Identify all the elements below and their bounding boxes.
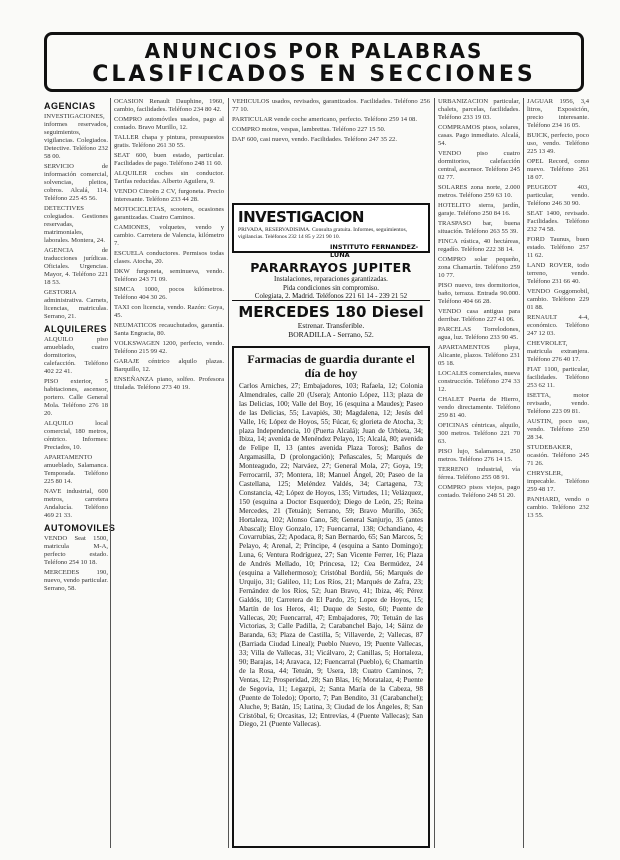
classified-ad: PEUGEOT 403, particular, vendo. Teléfono 246 30 90. [527,184,589,207]
classified-ad: VEHICULOS usados, revisados, garantizados. Facilidades. Teléfono 256 77 10. [232,98,430,113]
farmacias-box [232,346,430,848]
classified-ad: VENDO casa antigua para derribar. Teléfono 227 41 06. [438,308,520,323]
column-3-top [232,98,430,198]
classified-ad: VENDO piso cuatro dormitorios, calefacción central, ascensor. Teléfono 245 02 77. [438,150,520,181]
classified-ad: LOCALES comerciales, nueva construcción. Teléfono 274 33 12. [438,370,520,393]
pararrayos-line3: Colegiata, 2. Madrid. Teléfonos 221 61 14 - 239 21 52 [254,292,408,300]
classified-ad: PISO exterior, 5 habitaciones, ascensor, portero. Calle General Mola. Teléfono 276 18 20. [44,378,108,417]
classified-ad: TALLER chapa y pintura, presupuestos gratis. Teléfono 261 30 55. [114,134,224,149]
classified-ad: CAMIONES, volquetes, vendo y cambio. Carretera de Valencia, kilómetro 7. [114,224,224,247]
column-divider [434,98,435,848]
classified-ad: ISETTA, motor revisado, vendo. Teléfono 223 09 81. [527,392,589,415]
classified-ad: SEAT 1400, revisado. Facilidades. Teléfono 232 74 58. [527,210,589,233]
classified-ad: STUDEBAKER, ocasión. Teléfono 245 71 26. [527,444,589,467]
classified-ad: VENDO Goggomobil, cambio. Teléfono 229 01 88. [527,288,589,311]
mercedes-line2: BORADILLA - Serrano, 52. [288,330,374,339]
pararrayos-line1: Instalaciones, reparaciones garantizadas. [274,275,388,283]
classified-ad: INVESTIGACIONES, informes reservados, seguimientos, vigilancias. Colegiados. Detective. Teléfono 232 58 00. [44,113,108,160]
classified-ad: ALQUILER coches sin conductor. Tarifas reducidas. Alberto Aguilera, 9. [114,170,224,185]
mercedes-ad [232,303,430,339]
column-4 [438,98,520,848]
classified-ad: PARCELAS Torrelodones, agua, luz. Teléfono 233 90 45. [438,326,520,341]
classified-ad: OPEL Record, como nuevo. Teléfono 261 18 07. [527,158,589,181]
classified-ad: BUICK, perfecto, poco uso, vendo. Teléfono 225 13 49. [527,132,589,155]
classified-ad: URBANIZACION particular, chalets, parcelas, facilidades. Teléfono 233 19 03. [438,98,520,121]
farmacias-title: Farmacias de guardia durante el día de hoy [247,352,415,380]
investigacion-ad [232,203,430,259]
classified-ad: NAVE industrial, 600 metros, carretera Andalucía. Teléfono 469 21 33. [44,488,108,519]
pararrayos-line2: Pida condiciones sin compromiso. [282,283,380,292]
classified-ad: HOTELITO sierra, jardín, garaje. Teléfono 250 84 16. [438,202,520,217]
classified-ad: COMPRO automóviles usados, pago al contado. Bravo Murillo, 12. [114,116,224,131]
column-divider [523,98,524,848]
classified-ad: SEAT 600, buen estado, particular. Facilidades de pago. Teléfono 248 11 60. [114,152,224,167]
classified-ad: GARAJE céntrico alquilo plazas. Barquillo, 12. [114,358,224,373]
classified-ad: SIMCA 1000, pocos kilómetros. Teléfono 404 30 26. [114,286,224,301]
classified-ad: TERRENO industrial, vía férrea. Teléfono 255 08 91. [438,466,520,481]
classified-ad: APARTAMENTO amueblado, Salamanca. Temporada. Teléfono 225 80 14. [44,454,108,485]
classified-ad: VENDO Seat 1500, matricula M-A, perfecto estado. Teléfono 254 10 18. [44,535,108,566]
classified-ad: TRASPASO bar, buena situación. Teléfono 263 55 39. [438,220,520,235]
classified-ad: MOTOCICLETAS, scooters, ocasiones garantizadas. Cuatro Caminos. [114,206,224,221]
classified-ad: NEUMATICOS recauchutados, garantía. Santa Engracia, 80. [114,322,224,337]
classified-ad: FORD Taunus, buen estado. Teléfono 257 11 62. [527,236,589,259]
column-1 [44,98,116,848]
classified-ad: ALQUILO piso amueblado, cuatro dormitorios, calefacción. Teléfono 402 22 41. [44,336,108,375]
classifieds-banner [44,32,584,92]
classified-ad: ESCUELA conductores. Permisos todas clases. Atocha, 20. [114,250,224,265]
classified-ad: JAGUAR 1956, 3,4 litros, Exposición, precio interesante. Teléfono 234 16 05. [527,98,589,129]
classified-ad: LAND ROVER, todo terreno, vendo. Teléfono 231 66 40. [527,262,589,285]
investigacion-title: INVESTIGACION [238,208,364,226]
column-5 [527,98,589,848]
classified-ad: PISO nuevo, tres dormitorios, baño, terraza. Entrada 90.000. Teléfono 404 66 28. [438,282,520,305]
classified-ad: FIAT 1100, particular, facilidades. Teléfono 253 62 11. [527,366,589,389]
farmacias-list: Carlos Arniches, 27; Embajadores, 103; Rafaela, 12; Colonia Almendrales, calle 20 (Usera); Antonio López, 113; plaza de las Delicias, 100; Valle del Boy, 16 (esquina a Maudes); Paseo de las Delicias, 55; Lavapiés, 30; Magdalena, 12; Jesús del Valle, 16; López de Hoyos, 55; Fúcar, 6; glorieta de Atocha, 3; plaza Independencia, 10 (Puerta Alcalá); Juan de Urbieta, 34; Ibiza, 14; avenida de Menéndez Pelayo, 15; Alcalá, 80; avenida de Felipe II, 13 (antes avenida Plaza Toros); Baños de Argamasilla, D (prolongación); Peñascales, 5; Marqués de Monteagudo, 22; Narváez, 27; General Mola, 27; Goya, 19; Ferrocarril, 37; Montera, 18; Manuel Ángel, 20; Paseo de la Castellana, 125; Meléndez Valdés, 34; Cartagena, 73; Constancia, 42; López de Hoyos, 135; Virtudes, 11; Velázquez, 150 (esquina a Doctor Esquerdo); Diego de León, 25; Reina Mercedes, 21 (Tetuán); Serrano, 59; Bravo Murillo, 365; Hortaleza, 102; Alonso Cano, 58; General Sanjurjo, 35 (antes Abascal); Eloy Gonzalo, 17; Fuencarral, 138; Ochandiano, 4; Covarrubias, 22; Apodaca, 8; San Bernardo, 65; San Marcos, 5; Pelayo, 4; Arenal, 2; Príncipe, 4 (esquina a Santo Domingo); Luna, 6; Ventura Rodríguez, 27; San Vicente Ferrer, 16; Plaza de Andrés Mellado, 10; Princesa, 12; Cea Bermúdez, 24 (esquina a Vallehermoso); Cristóbal Bordiú, 56; Marqués de Urquijo, 31; Galileo, 11; Los Ríos, 21; Marqués de Zafra, 23; Fernández de los Ríos, 52; Juan Bravo, 41; Ibiza, 46; Pérez Galdós, 10; Carretera de El Pardo, 25; Lopez de Hoyos, 15; Martín de los Heros, 41; Duque de Sesto, 60; Puente de Vallecas, 20; Fuencarral, 47; Embajadores, 70; Tetuán de las Victorias, 3; Calle Padilla, 2; Carabanchel Bajo, 14; Sáinz de Baranda, 63; Plaza de Castilla, 5; Villaverde, 2; Vallecas, 87 (Barriada Ciudad Lineal); Pueblo Nuevo, 19; Puente Vallecas, 33; Villa de Vallecas, 31; Vicálvaro, 2; Canillas, 5; Hortaleza, 90; Barajas, 14; Aravaca, 12; Fuencarral (Pueblo), 6; Chamartín de la Rosa, 44; Tetuán, 9; Usera, 18; Cuatro Caminos, 7; Ventas, 12; Prosperidad, 28; San Blas, 16; Moratalaz, 4; Puente de Segovia, 11; Legazpi, 2; Santa María de la Cabeza, 98 (Puente de Toledo); Oporto, 7; Pan Bendito, 31 (Carabanchel); Aluche, 9; Batán, 15; Latina, 3; Ciudad de los Ángeles, 8; San Cristóbal, 6; Orcasitas, 12; Entrevías, 4 (Puente Vallecas); San Diego, 21 (Puente Vallecas). [239,382,423,729]
classified-ad: GESTORIA administrativa. Carnets, licencias, matriculas. Serrano, 21. [44,289,108,320]
column-divider [228,98,229,848]
classified-ad: COMPRAMOS pisos, solares, casas. Pago inmediato. Alcalá, 54. [438,124,520,147]
investigacion-text: PRIVADA, RESERVADISIMA. Consulta gratuita. Informes, seguimientos, vigilancias. Teléfonos 232 14 85 y 221 90 10. [238,227,408,240]
classified-ad: RENAULT 4-4, económico. Teléfono 247 12 03. [527,314,589,337]
banner-title: ANUNCIOS POR PALABRAS [144,39,484,63]
section-heading: AGENCIAS [44,101,96,111]
classified-ad: PISO lujo, Salamanca, 250 metros. Teléfono 276 14 15. [438,448,520,463]
investigacion-institute: INSTITUTO FERNANDEZ-LUNA [330,243,419,259]
classified-ad: VENDO Citroën 2 CV, furgoneta. Precio interesante. Teléfono 233 44 28. [114,188,224,203]
classified-ad: COMPRO motos, vespas, lambrettas. Teléfono 227 15 50. [232,126,386,133]
column-divider [110,98,111,848]
classified-ad: ALQUILO local comercial, 180 metros, céntrico. Informes: Preciados, 10. [44,420,108,451]
pararrayos-ad [232,260,430,301]
classified-ad: VOLKSWAGEN 1200, perfecto, vendo. Teléfono 215 99 42. [114,340,224,355]
classified-ad: CHALET Puerta de Hierro, vendo directamente. Teléfono 259 81 40. [438,396,520,419]
classified-ad: FINCA rústica, 40 hectáreas, regadío. Teléfono 222 38 14. [438,238,520,253]
divider [232,300,430,301]
classified-ad: PANHARD, vendo o cambio. Teléfono 232 13 55. [527,496,589,519]
classified-ad: SERVICIO de información comercial, solvencias, pleitos, cobros. Alcalá, 114. Teléfono 225 45 56. [44,163,108,202]
classified-ad: AGENCIA de traducciones jurídicas. Oficiales. Urgencias. Mayor, 4. Teléfono 221 18 53. [44,247,108,286]
section-heading: AUTOMOVILES [44,523,116,533]
classified-ad: COMPRO solar pequeño, zona Chamartín. Teléfono 259 10 77. [438,256,520,279]
classified-ad: MERCEDES 190, nuevo, vendo particular. Serrano, 58. [44,569,108,592]
classified-ad: OFICINAS céntricas, alquilo, 300 metros. Teléfono 221 70 63. [438,422,520,445]
classified-ad: SOLARES zona norte, 2.000 metros. Teléfono 259 63 10. [438,184,520,199]
classified-ad: CHRYSLER, impecable. Teléfono 259 48 17. [527,470,589,493]
classified-ad: TAXI con licencia, vendo. Razón: Goya, 45. [114,304,224,319]
classified-ad: ENSEÑANZA piano, solfeo. Profesora titulada. Teléfono 273 40 19. [114,376,224,391]
classified-ad: COMPRO pisos viejos, pago contado. Teléfono 248 51 20. [438,484,520,499]
classified-ad: APARTAMENTOS playa, Alicante, plazos. Teléfono 231 05 18. [438,344,520,367]
mercedes-title: MERCEDES 180 Diesel [238,303,424,321]
section-heading: ALQUILERES [44,324,108,334]
classified-ad: AUSTIN, poco uso, vendo. Teléfono 250 28 34. [527,418,589,441]
classified-ad: CHEVROLET, matricula extranjera. Teléfono 276 40 17. [527,340,589,363]
mercedes-line1: Estrenar. Transferible. [297,321,365,330]
pararrayos-title: PARARRAYOS JUPITER [250,260,412,275]
banner-subtitle: CLASIFICADOS EN SECCIONES [92,62,536,87]
classified-ad: OCASION Renault Dauphine, 1960, cambio, facilidades. Teléfono 234 80 42. [114,98,224,113]
classified-ad: DAF 600, casi nuevo, vendo. Facilidades. Teléfono 247 35 22. [232,136,397,143]
classified-ad: PARTICULAR vende coche americano, perfecto. Teléfono 259 14 08. [232,116,417,123]
column-2 [114,98,224,848]
classified-ad: DKW furgoneta, seminueva, vendo. Teléfono 243 71 09. [114,268,224,283]
classified-ad: DETECTIVES colegiados. Gestiones reservadas, matrimoniales, laborales. Montera, 24. [44,205,108,244]
